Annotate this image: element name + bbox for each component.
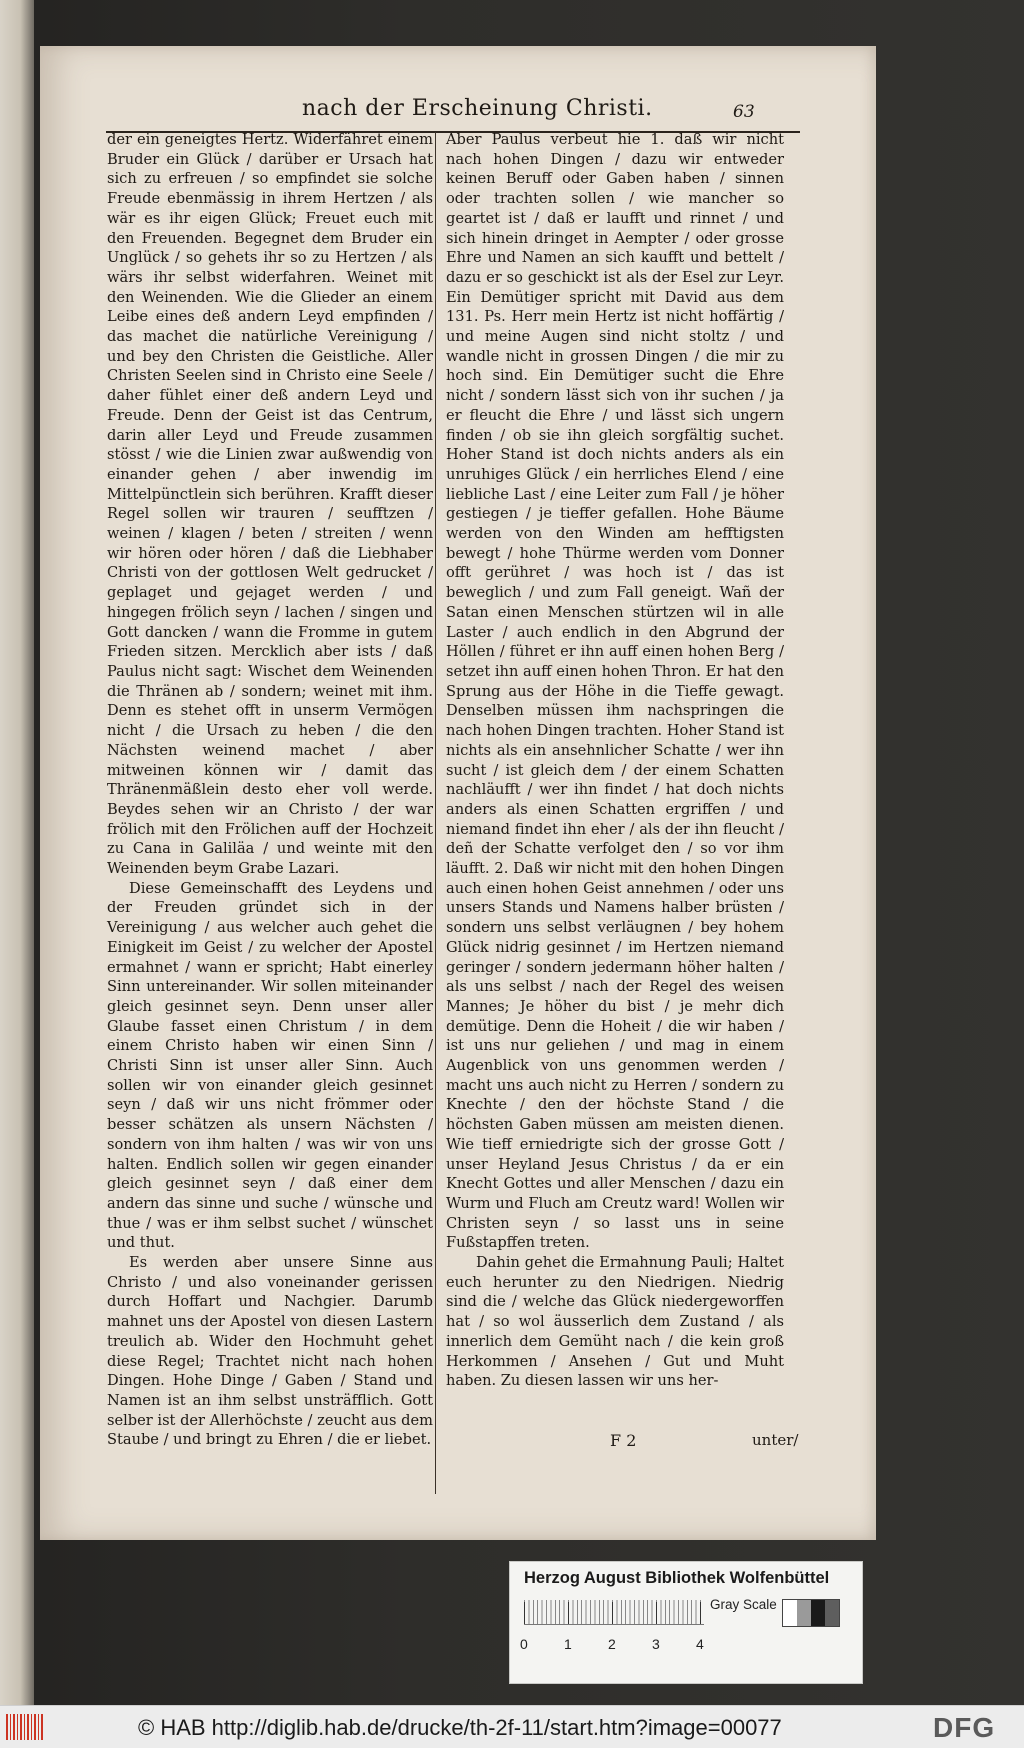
previous-page-edge bbox=[0, 0, 34, 1705]
right-column bbox=[446, 130, 784, 1391]
column-divider bbox=[435, 132, 436, 1494]
page-number: 63 bbox=[733, 102, 755, 122]
gray-scale-label: Gray Scale bbox=[710, 1597, 777, 1612]
gray-swatch-white bbox=[783, 1600, 797, 1626]
color-scale-card bbox=[509, 1561, 863, 1684]
running-head bbox=[40, 94, 876, 130]
gray-swatch-dark bbox=[825, 1600, 839, 1626]
barcode-icon bbox=[6, 1714, 44, 1740]
paragraph: Aber Paulus verbeut hie 1. daß wir nicht nach hohen Dingen / dazu wir entweder keinen Beruff oder Gaben haben / sinnen oder trachten sollen / wie mancher so geartet ist / daß er laufft und rinnet / und sich hinein dringet in Aempter / oder grosse Ehre und Namen an sich kaufft und bettelt / dazu er so geschickt ist als der Esel zur Leyr. Ein Demütiger spricht mit David aus dem 131. Ps. Herr mein Hertz ist nicht hoffärtig / und meine Augen sind nicht stoltz / und wandle nicht in grossen Dingen / die mir zu hoch sind. Ein Demütiger sucht die Ehre nicht / sondern lässt sich von ihr suchen / ja er fleucht die Ehre / und lässt sich ungern finden / ob sie ihn gleich sorgfältig suchet. Hoher Stand ist doch nichts anders als ein unruhiges Glück / ein herrliches Elend / eine liebliche Last / eine Leiter zum Fall / je höher gestiegen / je tieffer gefallen. Hohe Bäume werden von den Winden am hefftigsten bewegt / hohe Thürme werden vom Donner offt gerühret / was hoch ist / das ist beweglich / und zum Fall geneigt. Wañ der Satan einen Menschen stürtzen wil in alle Laster / auch endlich in den Abgrund der Höllen / führet er ihn auff einen hohen Berg / setzet ihn auff einen hohen Thron. Er hat den Sprung aus der Höhe in die Tieffe gewagt. Denselben müssen ihm nachspringen die nach hohen Dingen trachten. Hoher Stand ist nichts als ein ansehnlicher Schatte / wer ihn sucht / ist gleich dem / der einem Schatten nachläufft / wer ihn findet / hat doch nichts anders als einen Schatten ergriffen / und niemand findet ihn eher / als der ihn fleucht / deñ der Schatte verfolget den / so vor ihm läufft. 2. Daß wir nicht mit den hohen Dingen auch einen hohen Geist annehmen / oder uns unsers Stands und Namens halber brüsten / sondern uns selbst verläugnen / bey hohem Glück nidrig gesinnet / im Hertzen niemand geringer / sondern jedermann höher halten / als uns selbst / nach der Regel des weisen Mannes; Je höher du bist / je mehr dich demütige. Denn die Hoheit / die wir haben / ist uns nur geliehen / und mag in einem Augenblick von uns genommen werden / macht uns auch nicht zu Herren / sondern zu Knechte / den der höchste Stand / die höchsten Gaben müssen am meisten dienen. Wie tieff erniedrigte sich der grosse Gott / unser Heyland Jesus Christus / da er ein Knecht Gottes und aller Menschen / dazu ein Wurm und Fluch am Creutz ward! Wollen wir Christen seyn / so lasst uns in seine Fußstapffen treten. bbox=[446, 131, 784, 1252]
ruler-label: 1 bbox=[564, 1636, 572, 1652]
paragraph: der ein geneigtes Hertz. Widerfähret einem Bruder ein Glück / darüber er Ursach hat sich zu erfreuen / so empfindet sie solche Freude ebenmässig in ihrem Hertzen / als wär es ihr eigen Glück; Freuet euch mit den Freuenden. Begegnet dem Bruder ein Unglück / so gehets ihr so zu Hertzen / als wärs ihr selbst widerfahren. Weinet mit den Weinenden. Wie die Glieder an einem Leibe eines deß andern Leyd empfinden / das machet die natürliche Vereinigung / und bey den Christen die Geistliche. Aller Christen Seelen sind in Christo eine Seele / daher fühlet einer deß andern Leyd und Freude. Denn der Geist ist das Centrum, darin aller Leyd und Freude zusammen stösst / wie die Linien zwar außwendig von einander gehen / aber inwendig im Mittelpünctlein sich berühren. Krafft dieser Regel sollen wir trauren / seufftzen / weinen / klagen / beten / streiten / wenn wir hören oder hören / daß die Liebhaber Christi von der gottlosen Welt gedrucket / geplaget und gejaget werden / und hingegen frölich seyn / lachen / singen und Gott dancken / wann die Fromme in gutem Frieden sitzen. Mercklich aber ists / daß Paulus nicht sagt: Wischet dem Weinenden die Thränen ab / sondern; weinet mit ihm. Denn es stehet offt in unserm Vermögen nicht / die Ursach zu heben / die den Nächsten weinend machet / aber mitweinen können wir / damit das Thränenmäßlein desto eher voll werde. Beydes sehen wir an Christo / der war frölich mit den Frölichen auff der Hochzeit zu Cana in Galiläa / und weinte mit den Weinenden beym Grabe Lazari. bbox=[107, 131, 433, 878]
library-name: Herzog August Bibliothek Wolfenbüttel bbox=[524, 1569, 830, 1587]
dfg-logo: DFG bbox=[933, 1712, 996, 1743]
ruler-label: 2 bbox=[608, 1636, 616, 1652]
paragraph: Es werden aber unsere Sinne aus Christo / und also voneinander gerissen durch Hoffart und Nachgier. Darumb mahnet uns der Apostel von diesen Lastern treulich ab. Wider den Hochmuht gehet diese Regel; Trachtet nicht nach hohen Dingen. Hohe Dinge / Gaben / Stand und Namen ist an ihm selbst unsträfflich. Gott selber ist der Allerhöchste / zeucht aus dem Staube / und bringt zu Ehren / die er liebet. bbox=[107, 1254, 433, 1449]
ruler-label: 0 bbox=[520, 1636, 528, 1652]
paragraph: Diese Gemeinschafft des Leydens und der Freuden gründet sich in der Vereinigung / aus welcher auch gehet die Einigkeit im Geist / zu welcher der Apostel ermahnet / wann er spricht; Habt einerley Sinn untereinander. Wir sollen miteinander gleich gesinnet seyn. Denn unser aller Glaube fasset einen Christum / in dem einem Christo haben wir einen Sinn / Christi Sinn ist unser aller Sinn. Auch sollen wir von einander gleich gesinnet seyn / daß wir uns nicht frömmer oder besser schätzen als unsern Nächsten / sondern von ihm halten / was wir von uns halten. Endlich sollen wir gegen einander gleich gesinnet seyn / daß einer dem andern das sinne und suche / wünsche und thue / was er ihm selbst suchet / wünschet und thut. bbox=[107, 879, 433, 1252]
gray-swatch-black bbox=[811, 1600, 825, 1626]
catchword: unter/ bbox=[752, 1431, 799, 1449]
left-column bbox=[107, 130, 433, 1450]
copyright-link[interactable]: © HAB http://diglib.hab.de/drucke/th-2f-11/start.htm?image=00077 bbox=[138, 1715, 782, 1740]
signature-mark: F 2 bbox=[610, 1431, 637, 1450]
ruler-label: 4 bbox=[696, 1636, 704, 1652]
measurement-ruler bbox=[524, 1600, 704, 1625]
book-page bbox=[40, 46, 876, 1540]
ruler-major-tick bbox=[656, 1602, 657, 1624]
gray-swatch-mid bbox=[797, 1600, 811, 1626]
gray-scale-swatches bbox=[782, 1599, 840, 1627]
ruler-major-tick bbox=[700, 1602, 701, 1624]
ruler-major-tick bbox=[612, 1602, 613, 1624]
ruler-major-tick bbox=[524, 1602, 525, 1624]
paragraph: Dahin gehet die Ermahnung Pauli; Haltet euch herunter zu den Niedrigen. Niedrig sind die / welche das Glück niedergeworffen hat / so wol äusserlich dem Zustand / als innerlich dem Gemüht nach / die kein groß Herkommen / Ansehen / Gut und Muht haben. Zu diesen lassen wir uns her- bbox=[446, 1254, 784, 1390]
ruler-major-tick bbox=[568, 1602, 569, 1624]
viewer-footer-bar bbox=[0, 1705, 1024, 1748]
running-title: nach der Erscheinung Christi. bbox=[302, 96, 653, 121]
ruler-label: 3 bbox=[652, 1636, 660, 1652]
